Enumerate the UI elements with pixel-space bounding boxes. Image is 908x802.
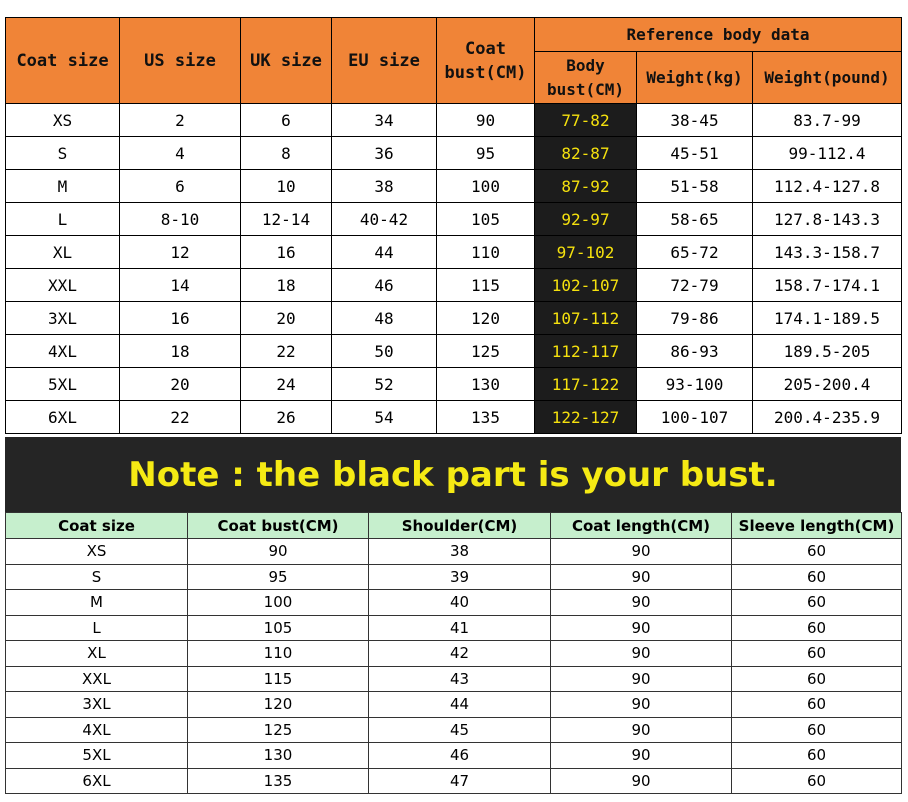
table-row [6,768,902,794]
cell-us-size: 8-10 [120,203,241,236]
cell-body-bust: 77-82 [535,104,637,137]
cell-coat-size: 3XL [6,302,120,335]
cell-coat-length: 90 [551,666,732,692]
cell-shoulder: 40 [369,590,551,616]
cell-sleeve-length: 60 [732,743,902,769]
cell-shoulder: 46 [369,743,551,769]
cell-weight-pound: 158.7-174.1 [753,269,902,302]
cell-weight-kg: 51-58 [637,170,753,203]
cell-coat-size: XXL [6,666,188,692]
header-coat-size: Coat size [6,513,188,539]
cell-coat-size: XXL [6,269,120,302]
cell-coat-bust: 130 [188,743,369,769]
cell-coat-bust: 120 [188,692,369,718]
cell-coat-length: 90 [551,768,732,794]
cell-shoulder: 42 [369,641,551,667]
cell-coat-length: 90 [551,590,732,616]
cell-uk-size: 12-14 [241,203,332,236]
cell-sleeve-length: 60 [732,692,902,718]
bottom-measurement-table [5,512,902,794]
cell-coat-length: 90 [551,564,732,590]
cell-coat-size: M [6,170,120,203]
cell-coat-length: 90 [551,717,732,743]
cell-coat-bust: 100 [188,590,369,616]
cell-coat-bust: 125 [188,717,369,743]
header-weight-kg: Weight(kg) [637,52,753,104]
table-row [6,564,902,590]
cell-coat-size: 4XL [6,335,120,368]
note-text: Note : the black part is your bust. [128,454,778,495]
cell-eu-size: 40-42 [332,203,437,236]
header-weight-pound: Weight(pound) [753,52,902,104]
table-row [6,401,902,434]
cell-sleeve-length: 60 [732,590,902,616]
cell-us-size: 14 [120,269,241,302]
cell-eu-size: 54 [332,401,437,434]
cell-uk-size: 8 [241,137,332,170]
table-row [6,641,902,667]
note-banner [5,437,901,512]
cell-body-bust: 117-122 [535,368,637,401]
cell-coat-size: L [6,203,120,236]
cell-weight-kg: 100-107 [637,401,753,434]
cell-us-size: 4 [120,137,241,170]
header-coat-bust: Coat bust(CM) [437,18,535,104]
cell-weight-pound: 189.5-205 [753,335,902,368]
cell-coat-size: XL [6,236,120,269]
cell-eu-size: 48 [332,302,437,335]
cell-coat-bust: 110 [437,236,535,269]
cell-uk-size: 10 [241,170,332,203]
cell-body-bust: 102-107 [535,269,637,302]
cell-coat-size: XS [6,539,188,565]
cell-coat-bust: 130 [437,368,535,401]
header-coat-bust: Coat bust(CM) [188,513,369,539]
cell-weight-kg: 93-100 [637,368,753,401]
cell-sleeve-length: 60 [732,615,902,641]
table-row [6,170,902,203]
cell-eu-size: 52 [332,368,437,401]
table-row [6,137,902,170]
header-body-bust: Body bust(CM) [535,52,637,104]
table-row [6,666,902,692]
cell-coat-size: XS [6,104,120,137]
cell-coat-bust: 135 [188,768,369,794]
cell-coat-bust: 105 [437,203,535,236]
cell-weight-kg: 38-45 [637,104,753,137]
cell-coat-length: 90 [551,743,732,769]
cell-coat-bust: 120 [437,302,535,335]
cell-weight-pound: 112.4-127.8 [753,170,902,203]
cell-coat-size: 5XL [6,743,188,769]
table-row [6,590,902,616]
cell-sleeve-length: 60 [732,539,902,565]
cell-shoulder: 47 [369,768,551,794]
cell-weight-pound: 99-112.4 [753,137,902,170]
cell-coat-size: 6XL [6,768,188,794]
cell-body-bust: 97-102 [535,236,637,269]
cell-weight-kg: 72-79 [637,269,753,302]
header-eu-size: EU size [332,18,437,104]
cell-uk-size: 22 [241,335,332,368]
cell-weight-pound: 83.7-99 [753,104,902,137]
cell-coat-size: M [6,590,188,616]
cell-weight-kg: 45-51 [637,137,753,170]
cell-eu-size: 50 [332,335,437,368]
cell-coat-size: S [6,564,188,590]
cell-eu-size: 36 [332,137,437,170]
cell-sleeve-length: 60 [732,768,902,794]
header-coat-length: Coat length(CM) [551,513,732,539]
table-row [6,269,902,302]
cell-coat-bust: 125 [437,335,535,368]
cell-coat-length: 90 [551,692,732,718]
cell-weight-kg: 65-72 [637,236,753,269]
cell-uk-size: 18 [241,269,332,302]
header-shoulder: Shoulder(CM) [369,513,551,539]
table-row [6,335,902,368]
cell-us-size: 20 [120,368,241,401]
cell-uk-size: 24 [241,368,332,401]
cell-weight-pound: 200.4-235.9 [753,401,902,434]
cell-body-bust: 112-117 [535,335,637,368]
cell-coat-length: 90 [551,641,732,667]
cell-uk-size: 16 [241,236,332,269]
table-row [6,539,902,565]
cell-coat-size: 6XL [6,401,120,434]
table-row [6,615,902,641]
top-table-body [6,104,902,434]
cell-us-size: 6 [120,170,241,203]
cell-body-bust: 87-92 [535,170,637,203]
header-reference-body-data: Reference body data [535,18,902,52]
cell-coat-bust: 115 [437,269,535,302]
cell-body-bust: 92-97 [535,203,637,236]
cell-sleeve-length: 60 [732,666,902,692]
cell-coat-bust: 100 [437,170,535,203]
header-sleeve-length: Sleeve length(CM) [732,513,902,539]
cell-shoulder: 44 [369,692,551,718]
cell-coat-size: XL [6,641,188,667]
cell-body-bust: 82-87 [535,137,637,170]
cell-coat-size: S [6,137,120,170]
cell-weight-pound: 127.8-143.3 [753,203,902,236]
cell-coat-length: 90 [551,615,732,641]
cell-coat-bust: 115 [188,666,369,692]
cell-coat-bust: 90 [188,539,369,565]
cell-us-size: 12 [120,236,241,269]
cell-coat-bust: 95 [188,564,369,590]
cell-weight-pound: 205-200.4 [753,368,902,401]
cell-coat-size: 5XL [6,368,120,401]
table-row [6,692,902,718]
cell-coat-size: L [6,615,188,641]
cell-sleeve-length: 60 [732,564,902,590]
cell-coat-bust: 95 [437,137,535,170]
cell-us-size: 16 [120,302,241,335]
cell-coat-bust: 90 [437,104,535,137]
cell-coat-size: 3XL [6,692,188,718]
cell-coat-size: 4XL [6,717,188,743]
cell-sleeve-length: 60 [732,717,902,743]
cell-us-size: 18 [120,335,241,368]
cell-shoulder: 43 [369,666,551,692]
bottom-table-body [6,539,902,794]
cell-eu-size: 34 [332,104,437,137]
cell-sleeve-length: 60 [732,641,902,667]
cell-coat-bust: 110 [188,641,369,667]
cell-weight-kg: 79-86 [637,302,753,335]
cell-body-bust: 107-112 [535,302,637,335]
cell-coat-bust: 135 [437,401,535,434]
cell-coat-length: 90 [551,539,732,565]
table-row [6,236,902,269]
table-row [6,717,902,743]
cell-body-bust: 122-127 [535,401,637,434]
cell-shoulder: 41 [369,615,551,641]
cell-uk-size: 26 [241,401,332,434]
table-row [6,203,902,236]
table-row [6,368,902,401]
cell-eu-size: 38 [332,170,437,203]
cell-us-size: 22 [120,401,241,434]
cell-us-size: 2 [120,104,241,137]
cell-uk-size: 6 [241,104,332,137]
top-size-table [5,17,902,434]
cell-weight-pound: 174.1-189.5 [753,302,902,335]
cell-coat-bust: 105 [188,615,369,641]
cell-weight-kg: 58-65 [637,203,753,236]
cell-weight-pound: 143.3-158.7 [753,236,902,269]
table-row [6,743,902,769]
header-uk-size: UK size [241,18,332,104]
header-us-size: US size [120,18,241,104]
cell-shoulder: 45 [369,717,551,743]
cell-eu-size: 44 [332,236,437,269]
header-coat-size: Coat size [6,18,120,104]
cell-shoulder: 38 [369,539,551,565]
cell-weight-kg: 86-93 [637,335,753,368]
cell-eu-size: 46 [332,269,437,302]
table-row [6,302,902,335]
cell-shoulder: 39 [369,564,551,590]
table-row [6,104,902,137]
cell-uk-size: 20 [241,302,332,335]
